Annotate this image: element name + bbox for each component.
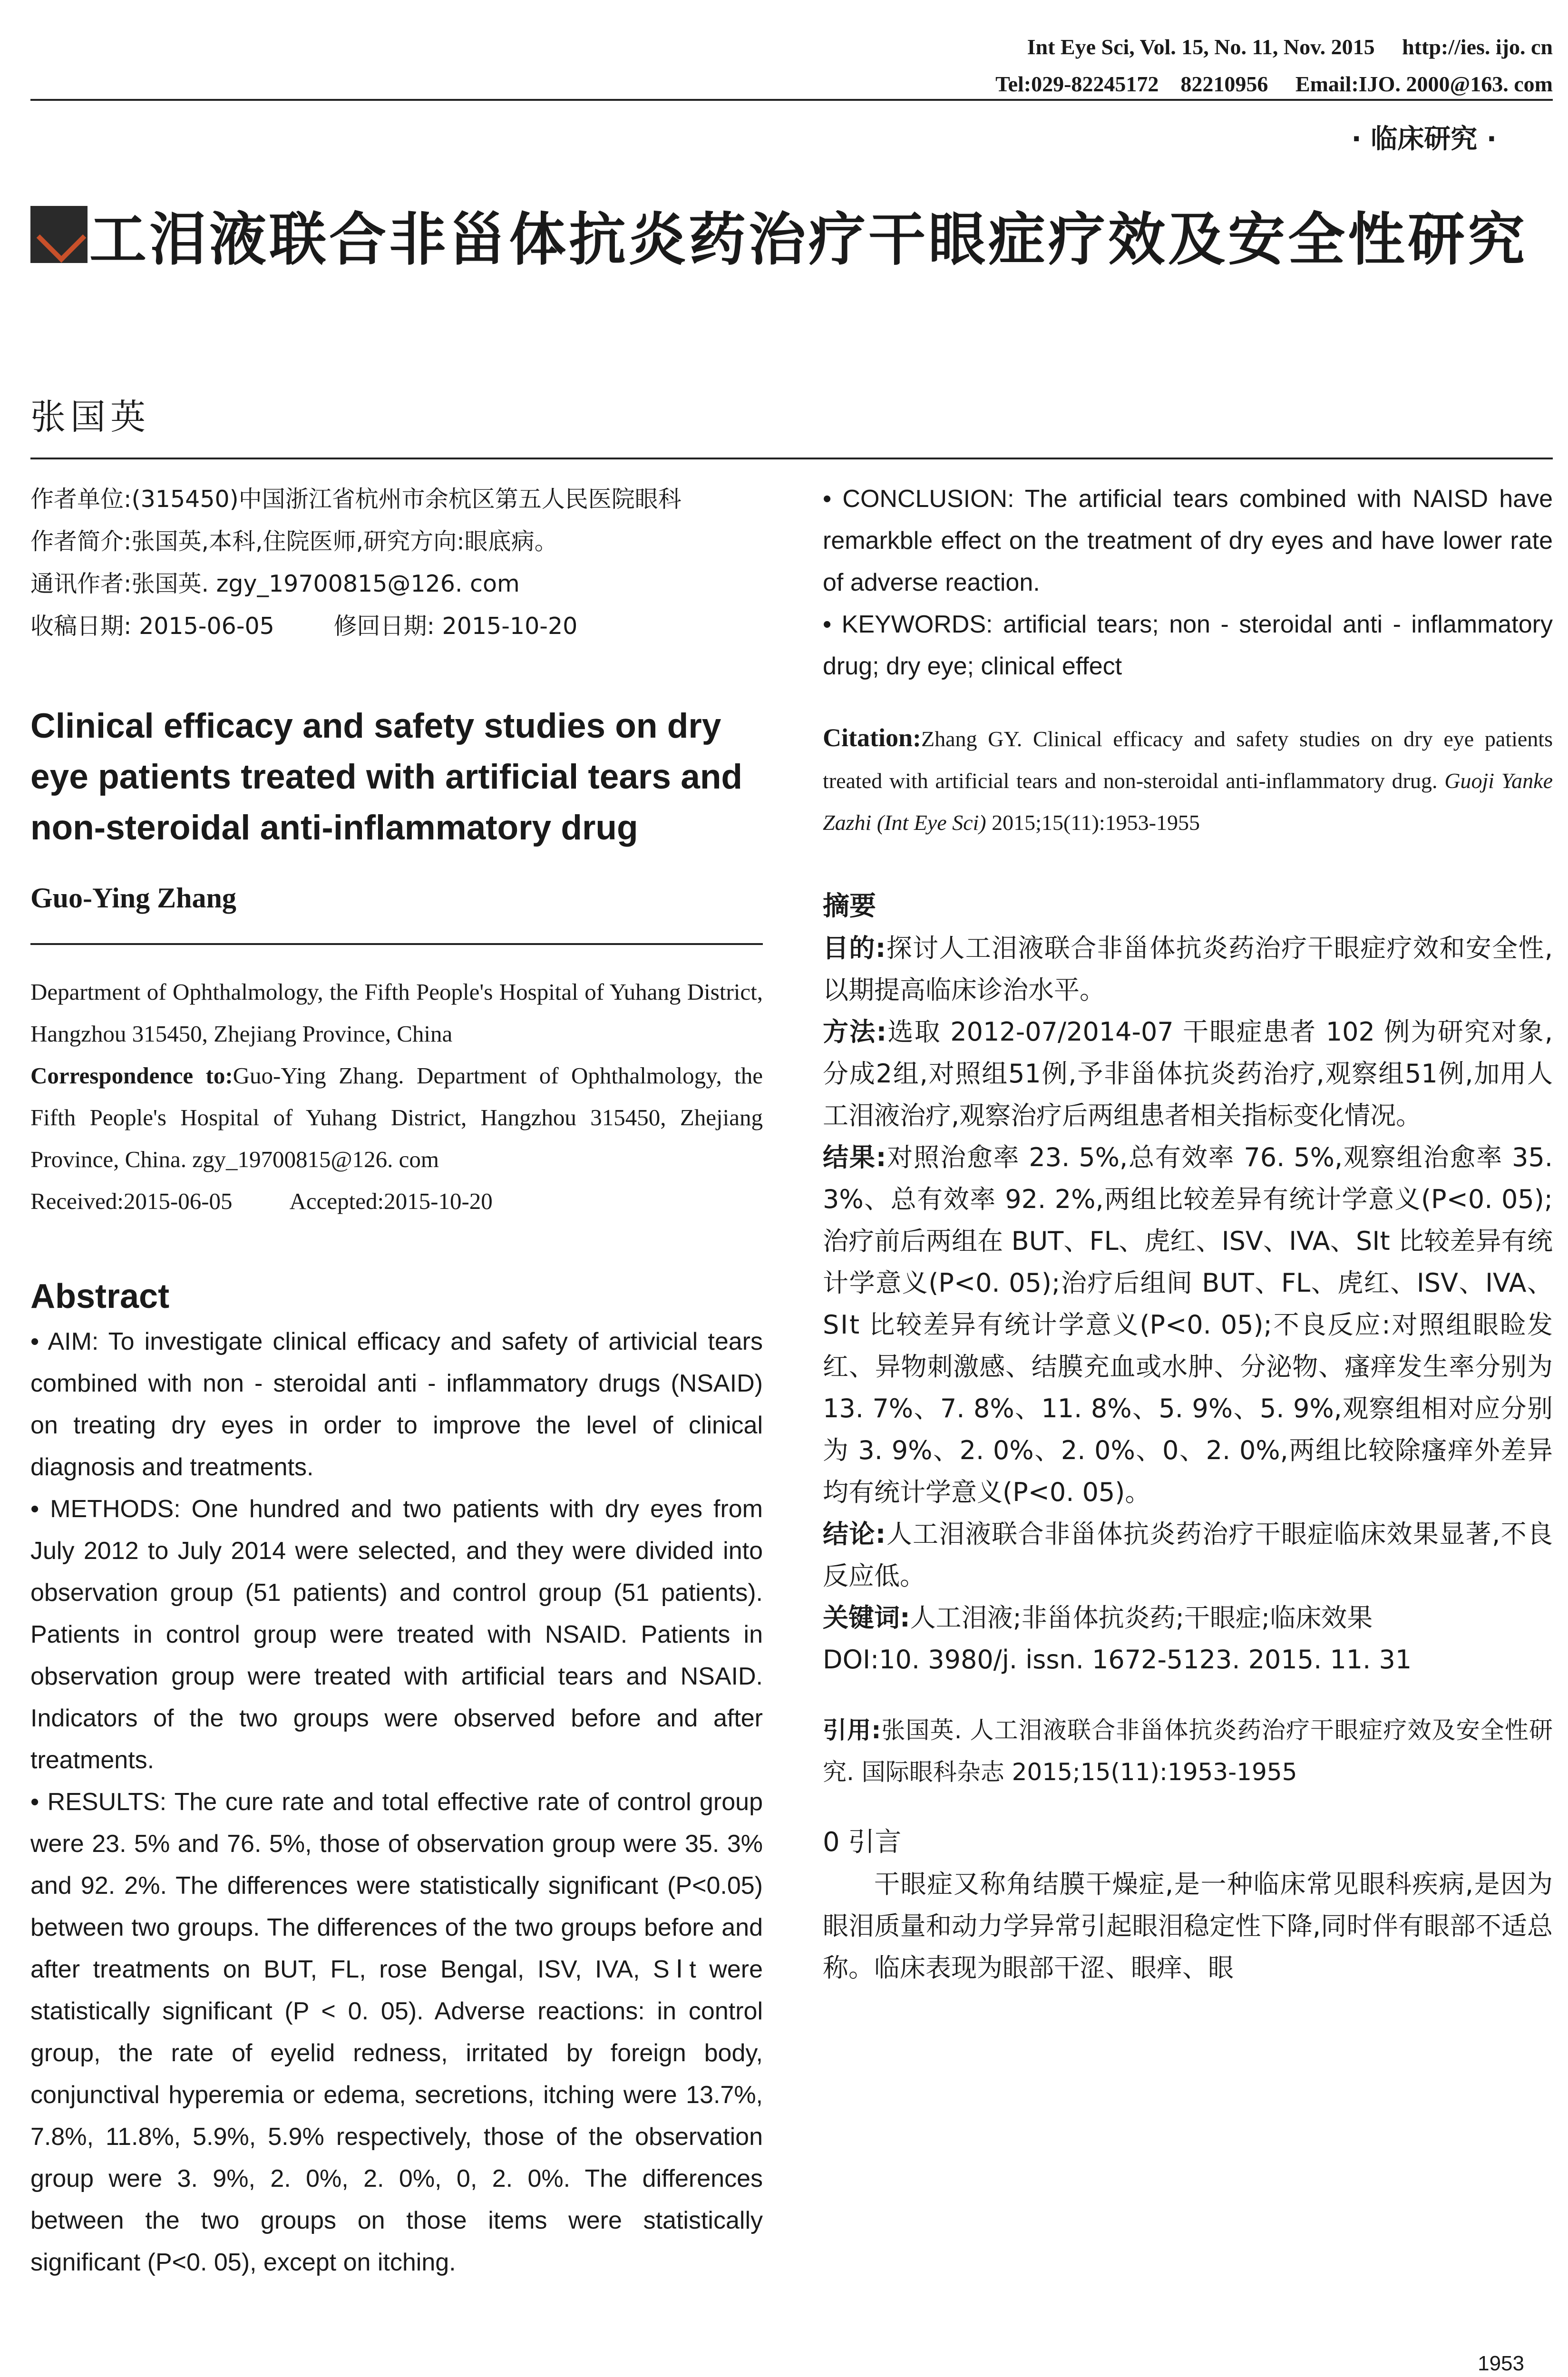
abstract-english-continued [823,478,1553,687]
affiliation-line: 收稿日期: 2015-06-05 修回日期: 2015-10-20 [30,613,578,640]
zh-methods-label: 方法: [823,1017,887,1047]
zh-aim-label: 目的: [823,933,886,963]
abstract-conclusion: • CONCLUSION: The artificial tears combined with NAISD have remarkble effect on the treatment of dry eyes and have lower rate of adverse reaction. [823,485,1553,596]
citation-ref: 2015;15(11):1953-1955 [992,810,1200,835]
zh-citation-label: 引用: [823,1716,881,1744]
author-chinese: 张国英 [30,397,150,438]
intro-text: 干眼症又称角结膜干燥症,是一种临床常见眼科疾病,是因为眼泪质量和动力学异常引起眼泪稳定性下降,同时伴有眼部不适总称。临床表现为眼部干涩、眼痒、眼 [823,1869,1553,1983]
zh-keywords [823,1597,1553,1639]
citation-journal: Guoji Yanke Zazhi (Int Eye Sci) [823,769,1553,835]
journal-line: Int Eye Sci, Vol. 15, No. 11, Nov. 2015 http://ies. ijo. cn [1027,35,1553,59]
contact-line: Tel:029-82245172 82210956 Email:IJO. 2000@163. com [995,72,1553,96]
citation-english [823,717,1553,844]
zh-conclusion [823,1513,1553,1597]
accepted-date: Accepted:2015-10-20 [289,1188,493,1214]
dates-english [30,1180,763,1222]
zh-aim [823,927,1553,1011]
abstract-methods: • METHODS: One hundred and two patients with dry eyes from July 2012 to July 2014 were selected, and they were divided into observation group (51 patients) and control group (51 patients). Patients in control group were treated with NSAID. Patients in observation group were treated with artificial tears and NSAID. Indicators of the two groups were observed before and after treatments. [30,1495,763,1774]
zh-conclusion-text: 人工泪液联合非甾体抗炎药治疗干眼症临床效果显著,不良反应低。 [823,1519,1553,1591]
received-date: Received:2015-06-05 [30,1188,233,1214]
affiliation-line: 作者简介:张国英,本科,住院医师,研究方向:眼底病。 [30,528,558,555]
author-english: Guo-Ying Zhang [30,882,236,914]
citation-text: Zhang GY. Clinical efficacy and safety studies on dry eye patients treated with artificial tears and non-steroidal anti-inflammatory drug. [823,727,1553,793]
zh-doi: DOI:10. 3980/j. issn. 1672-5123. 2015. 11. 31 [823,1645,1412,1675]
department-block [30,971,763,1222]
left-column [30,478,763,2283]
author-rule [30,943,763,945]
citation-chinese [823,1709,1553,1793]
zh-results-text: 对照治愈率 23. 5%,总有效率 76. 5%,观察组治愈率 35. 3%、总有效率 92. 2%,两组比较差异有统计学意义(P<0. 05);治疗前后两组在 BUT、FL、虎红、ISV、IVA、SⅠt 比较差异有统计学意义(P<0. 05);治疗后组间 BUT、FL、虎红、ISV、IVA、SⅠt 比较差异有统计学意义(P<0. 05);不良反应:对照组眼睑发红、异物刺激感、结膜充血或水肿、分泌物、瘙痒发生率分别为 13. 7%、7. 8%、11. 8%、5. 9%、5. 9%,观察组相对应分别为 3. 9%、2. 0%、2. 0%、0、2. 0%,两组比较除瘙痒外差异均有统计学意义(P<0. 05)。 [823,1142,1553,1507]
zh-keywords-label: 关键词: [823,1603,910,1633]
zh-conclusion-label: 结论: [823,1519,886,1549]
affiliation-chinese [30,478,763,647]
title-chinese-text: 工泪液联合非甾体抗炎药治疗干眼症疗效及安全性研究 [89,207,1528,273]
zh-methods-text: 选取 2012-07/2014-07 干眼症患者 102 例为研究对象,分成2组,对照组51例,予非甾体抗炎药治疗,观察组51例,加用人工泪液治疗,观察治疗后两组患者相关指标变化情况。 [823,1017,1553,1130]
correspondence [30,1055,763,1180]
title-chinese [30,202,1552,278]
abstract-aim: • AIM: To investigate clinical efficacy and safety of artivicial tears combined with non - steroidal anti - inflammatory drugs (NSAID) on treating dry eyes in order to improve the level of clinical diagnosis and treatments. [30,1328,763,1481]
journal-header [995,29,1553,103]
department-english: Department of Ophthalmology, the Fifth People's Hospital of Yuhang District, Hangzhou 315450, Zhejiang Province, China [30,979,763,1047]
journal-logo-icon [30,206,88,263]
affiliation-line: 作者单位:(315450)中国浙江省杭州市余杭区第五人民医院眼科 [30,486,682,513]
abstract-chinese [823,886,1553,1681]
zh-results [823,1137,1553,1513]
page-number: 1953 [1478,2352,1524,2375]
zh-aim-text: 探讨人工泪液联合非甾体抗炎药治疗干眼症疗效和安全性,以期提高临床诊治水平。 [823,933,1553,1005]
affiliation-line: 通讯作者:张国英. zgy_19700815@126. com [30,570,520,597]
zh-results-label: 结果: [823,1142,886,1172]
right-column [823,478,1553,1989]
title-english: Clinical efficacy and safety studies on dry eye patients treated with artificial tears and non-steroidal anti-inflammatory drug [30,707,742,847]
abstract-results: • RESULTS: The cure rate and total effective rate of control group were 23. 5% and 76. 5%, those of observation group were 35. 3% and 92. 2%. The differences were statistically significant (P<0.05) between two groups. The differences of the two groups before and after treatments on BUT, FL, rose Bengal, ISV, IVA, SⅠt were statistically significant (P < 0. 05). Adverse reactions: in control group, the rate of eyelid redness, irritated by foreign body, conjunctival hyperemia or edema, secretions, itching were 13.7%, 7.8%, 11.8%, 5.9%, 5.9% respectively, those of the observation group were 3. 9%, 2. 0%, 2. 0%, 0, 2. 0%. The differences between the two groups on those items were statistically significant (P<0. 05), except on itching. [30,1788,763,2276]
correspondence-text: Guo-Ying Zhang. Department of Ophthalmology, the Fifth People's Hospital of Yuhang District, Hangzhou 315450, Zhejiang Province, China. zgy_19700815@126. com [30,1062,763,1172]
citation-label: Citation: [823,723,921,752]
header-rule [30,99,1553,101]
introduction [823,1822,1553,1989]
zh-keywords-text: 人工泪液;非甾体抗炎药;干眼症;临床效果 [910,1603,1373,1633]
title-rule [30,458,1553,459]
abstract-english [30,1321,763,2283]
section-tag: · 临床研究 · [1351,124,1497,155]
intro-heading: 0 引言 [823,1827,902,1858]
abstract-keywords: • KEYWORDS: artificial tears; non - steroidal anti - inflammatory drug; dry eye; clinical effect [823,611,1553,680]
zh-methods [823,1011,1553,1137]
abstract-heading: Abstract [30,1277,170,1315]
correspondence-label: Correspondence to: [30,1062,233,1089]
zh-citation-text: 张国英. 人工泪液联合非甾体抗炎药治疗干眼症疗效及安全性研究. 国际眼科杂志 2015;15(11):1953-1955 [823,1716,1553,1786]
abstract-chinese-heading: 摘要 [823,891,876,922]
